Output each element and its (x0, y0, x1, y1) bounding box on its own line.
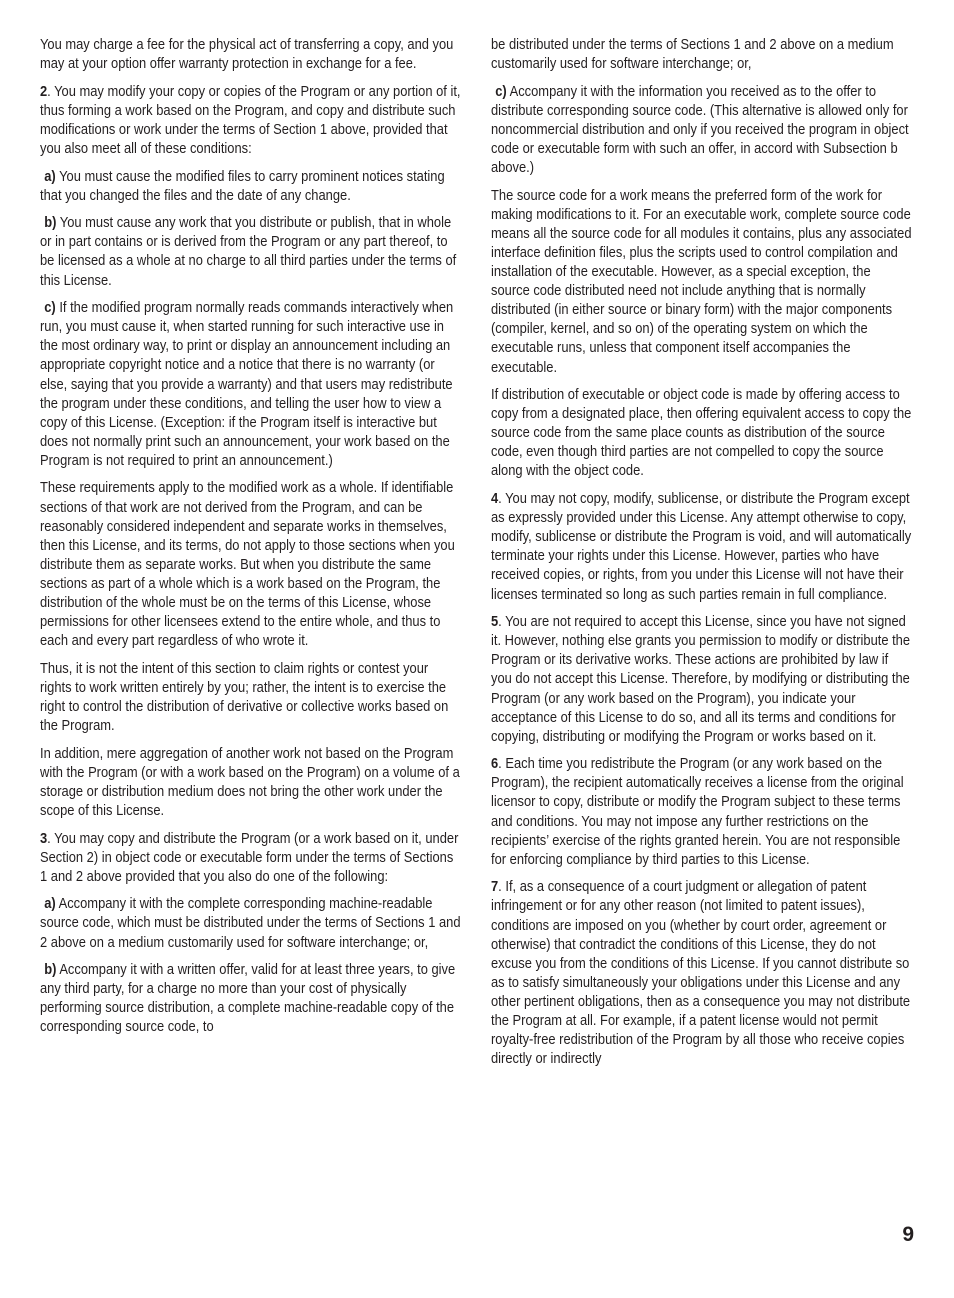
left-column (40, 35, 462, 1045)
section-5-paragraph: 5. You are not required to accept this License, since you have not signed it. However, nothing else grants you permission to modify or distribute the Program or its derivative works. These actions are prohibited by law if you do not accept this License. Therefore, by modifying or distributing the Program (or any work based on the Program), you indicate your acceptance of this License to do so, and all its terms and conditions for copying, distributing or modifying the Program or works based on it. (491, 613, 911, 745)
paragraph: You may charge a fee for the physical act of transferring a copy, and you may at your option offer warranty protection in exchange for a fee. (40, 36, 454, 73)
paragraph: Thus, it is not the intent of this section to claim rights or contest your rights to work written entirely by you; rather, the intent is to exercise the right to control the distribution of derivative or collective works based on the Program. (40, 659, 449, 735)
section-number: 4 (491, 490, 499, 508)
section-3-paragraph: 3. You may copy and distribute the Program (or a work based on it, under Section 2) in object code or executable form under the terms of Sections 1 and 2 above provided that you also do one of the following: (40, 829, 459, 885)
section-number: 3 (40, 829, 48, 847)
section-4-paragraph: 4. You may not copy, modify, sublicense, or distribute the Program except as expressly provided under this License. Any attempt otherwise to copy, modify, sublicense or distribute the Program is void, and will automatically terminate your rights under this License. However, parties who have received copies, or rights, from you under this License will not have their licenses terminated so long as such parties remain in full compliance. (491, 490, 912, 603)
item-label: b) (44, 961, 57, 979)
section-number: 5 (491, 613, 499, 631)
section-2-paragraph: 2. You may modify your copy or copies of the Program or any portion of it, thus forming a work based on the Program, and copy and distribute such modifications or work under the terms of Section 1 above, provided that you also meet all of these conditions: (40, 82, 461, 157)
section-6-paragraph: 6. Each time you redistribute the Program (or any work based on the Program), the recipient automatically receives a license from the original licensor to copy, distribute or modify the Program subject to these terms and conditions. You may not impose any further restrictions on the recipients’ exercise of the rights granted herein. You are not responsible for enforcing compliance by third parties to this License. (491, 755, 904, 868)
section-7-paragraph: 7. If, as a consequence of a court judgment or allegation of patent infringement or for any other reason (not limited to patent issues), conditions are imposed on you (whether by court order, agreement or otherwise) that contradict the conditions of this License, they do not excuse you from the conditions of this License. If you cannot distribute so as to satisfy simultaneously your obligations under this License and any other pertinent obligations, then as a consequence you may not distribute the Program at all. For example, if a patent license would not permit royalty-free redistribution of the Program by all those who receive copies directly or indirectly (491, 878, 911, 1068)
item-label: a) (44, 895, 56, 913)
condition-b-paragraph: b) You must cause any work that you distribute or publish, that in whole or in part contains or is derived from the Program or any part thereof, to be licensed as a whole at no charge to all third parties under the terms of this License. (40, 214, 457, 289)
section-number: 7 (491, 878, 499, 896)
paragraph: The source code for a work means the preferred form of the work for making modifications to it. For an executable work, complete source code means all the source code for all modules it contains, plus any associated interface definition files, plus the scripts used to control compilation and installation of the executable. However, as a special exception, the source code distributed need not include anything that is normally distributed (in either source or binary form) with the major components (compiler, kernel, and so on) of the operating system on which the executable runs, unless that component itself accompanies the executable. (491, 186, 912, 376)
item-label: b) (44, 214, 57, 232)
section-number: 6 (491, 755, 499, 773)
paragraph: In addition, mere aggregation of another work not based on the Program with the Program (or with a work based on the Program) on a volume of a storage or distribution medium does not bring the other work under the scope of this License. (40, 744, 460, 819)
section-number: 2 (40, 82, 48, 100)
condition-c-paragraph: c) If the modified program normally reads commands interactively when run, you must cause it, when started running for such interactive use in the most ordinary way, to print or display an announcement including an appropriate copyright notice and a notice that there is no warranty (or else, saying that you provide a warranty) and that users may redistribute the program under these conditions, and telling the user how to view a copy of this License. (Exception: if the Program itself is interactive but does not normally print such an announcement, your work based on the Program is not required to print an announcement.) (40, 299, 454, 469)
right-column (491, 35, 913, 1077)
item-label: c) (44, 299, 56, 317)
option-c-paragraph: c) Accompany it with the information you received as to the offer to distribute corresponding source code. (This alternative is allowed only for noncommercial distribution and only if you received the program in object code or executable form with such an offer, in accord with Subsection b above.) (491, 82, 909, 177)
option-b-paragraph: b) Accompany it with a written offer, valid for at least three years, to give any third party, for a charge no more than your cost of physically performing source distribution, a complete machine-readable copy of the corresponding source code, to (40, 961, 456, 1036)
option-a-paragraph: a) Accompany it with the complete corresponding machine-readable source code, which must be distributed under the terms of Sections 1 and 2 above on a medium customarily used for software interchange; or, (40, 895, 461, 951)
item-label: c) (495, 82, 507, 100)
item-label: a) (44, 167, 56, 185)
paragraph: If distribution of executable or object code is made by offering access to copy from a designated place, then offering equivalent access to copy the source code from the same place counts as distribution of the source code, even though third parties are not compelled to copy the source along with the object code. (491, 386, 912, 480)
page-number: 9 (902, 1223, 914, 1246)
condition-a-paragraph: a) You must cause the modified files to carry prominent notices stating that you changed the files and the date of any change. (40, 167, 445, 204)
paragraph: These requirements apply to the modified work as a whole. If identifiable sections of that work are not derived from the Program, and can be reasonably considered independent and separate works in themselves, then this License, and its terms, do not apply to those sections when you distribute them as separate works. But when you distribute the same sections as part of a whole which is a work based on the Program, the distribution of the whole must be on the terms of this License, whose permissions for other licensees extend to the entire whole, and thus to each and every part regardless of who wrote it. (40, 479, 455, 650)
paragraph: be distributed under the terms of Sections 1 and 2 above on a medium customarily used for software interchange; or, (491, 36, 894, 73)
